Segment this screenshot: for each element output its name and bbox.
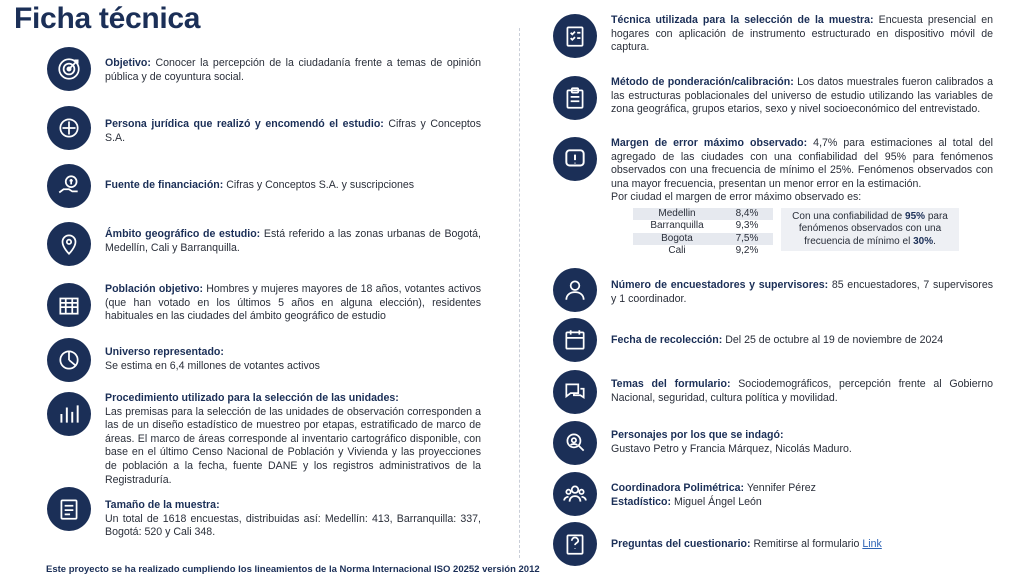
item-label: Técnica utilizada para la selección de la muestra: bbox=[611, 14, 874, 26]
item-text-secondary: Por ciudad el margen de error máximo observado es: bbox=[611, 191, 862, 204]
item-label: Tamaño de la muestra: bbox=[105, 499, 220, 511]
item-label: Temas del formulario: bbox=[611, 378, 731, 390]
checklist-icon bbox=[553, 14, 597, 58]
item-label: Número de encuestadores y supervisores: bbox=[611, 279, 829, 291]
item-text: 4,7% para estimaciones al total del agregado de las ciudades con una confiabilidad del 95% para fenómenos observados con una frecuencia de mínimo el 25%. Fenómenos observados con una mayor frecuencia, presentan un menor error en la estimación. bbox=[611, 137, 993, 190]
item-label: Margen de error máximo observado: bbox=[611, 137, 808, 149]
item-text: Un total de 1618 encuestas, distribuidas así: Medellín: 413, Barranquilla: 337, Bogotá: 520 y Cali 348. bbox=[105, 512, 481, 539]
item-personajes bbox=[553, 421, 993, 465]
item-text: Del 25 de octubre al 19 de noviembre de 2024 bbox=[725, 334, 944, 346]
item-tamano bbox=[47, 487, 481, 540]
item-label: Método de ponderación/calibración: bbox=[611, 76, 794, 88]
item-text: Cifras y Conceptos S.A. bbox=[105, 118, 481, 144]
form-link[interactable]: Link bbox=[862, 538, 882, 550]
item-procedimiento bbox=[47, 392, 481, 487]
company-logo-icon bbox=[47, 106, 91, 150]
report-icon bbox=[47, 487, 91, 531]
confidence-note: Con una confiabilidad de 95% para fenómenos observados con una frecuencia de mínimo el 30%. bbox=[781, 208, 959, 252]
map-pin-icon bbox=[47, 222, 91, 266]
item-label: Fuente de financiación: bbox=[105, 179, 224, 191]
item-text: Los datos muestrales fueron calibrados a las estructuras poblacionales del universo de estudio utilizando las variables de zona geográfica, grupos etarios, sexo y nivel socioeconómico del entrevistado. bbox=[611, 76, 993, 116]
item-ponderacion bbox=[553, 76, 993, 120]
chat-icon bbox=[553, 370, 597, 414]
calendar-icon bbox=[553, 318, 597, 362]
item-label-secondary: Estadístico: bbox=[611, 495, 672, 508]
item-label: Ámbito geográfico de estudio: bbox=[105, 228, 261, 240]
form-icon bbox=[553, 522, 597, 566]
item-label: Objetivo: bbox=[105, 57, 151, 69]
table-row: Bogota 7,5% bbox=[633, 233, 773, 246]
column-divider bbox=[519, 28, 520, 558]
item-text: 85 encuestadores, 7 supervisores y 1 coordinador. bbox=[611, 279, 994, 305]
item-label: Coordinadora Polimétrica: bbox=[611, 482, 745, 494]
item-poblacion bbox=[47, 283, 481, 327]
table-row: Medellin 8,4% bbox=[633, 208, 773, 221]
margin-error-table bbox=[633, 208, 993, 258]
item-ambito bbox=[47, 222, 481, 266]
item-label: Personajes por los que se indagó: bbox=[611, 429, 784, 441]
item-label: Procedimiento utilizado para la selección de las unidades: bbox=[105, 392, 399, 404]
item-text: Yennifer Pérez bbox=[746, 482, 816, 494]
item-fecha bbox=[553, 318, 993, 362]
item-text: Conocer la percepción de la ciudadanía frente a temas de opinión pública y de coyuntura social. bbox=[105, 57, 481, 83]
item-temas bbox=[553, 370, 993, 414]
item-tecnica bbox=[553, 14, 993, 58]
buildings-icon bbox=[47, 283, 91, 327]
page-title: Ficha técnica bbox=[14, 2, 201, 35]
item-text-secondary: Miguel Ángel León bbox=[674, 495, 762, 508]
table-row: Barranquilla 9,3% bbox=[650, 220, 759, 232]
item-text: Sociodemográficos, percepción frente al Gobierno Nacional, seguridad, cultura política y movilidad. bbox=[611, 378, 993, 404]
item-universo bbox=[47, 338, 481, 382]
item-label: Preguntas del cuestionario: bbox=[611, 538, 751, 550]
item-text: Cifras y Conceptos S.A. y suscripciones bbox=[226, 179, 415, 191]
item-text: Encuesta presencial en hogares con aplicación de instrumento estructurado en dispositivo móvil de captura. bbox=[611, 14, 993, 54]
item-label: Persona jurídica que realizó y encomendó el estudio: bbox=[105, 118, 384, 130]
item-text: Hombres y mujeres mayores de 18 años, votantes activos (que han votado en los últimos 5 años en alguna elección), residentes habituales en las ciudades del ámbito geográfico de estudio bbox=[105, 283, 481, 323]
item-coordinadora bbox=[553, 472, 993, 516]
item-objetivo bbox=[47, 47, 481, 91]
money-hand-icon bbox=[47, 164, 91, 208]
bar-chart-icon bbox=[47, 392, 91, 436]
item-text: Está referido a las zonas urbanas de Bogotá, Medellín, Cali y Barranquilla. bbox=[105, 228, 481, 254]
item-financiacion bbox=[47, 164, 481, 208]
magnifier-person-icon bbox=[553, 421, 597, 465]
pie-chart-icon bbox=[47, 338, 91, 382]
target-icon bbox=[47, 47, 91, 91]
clipboard-icon bbox=[553, 76, 597, 120]
alert-icon bbox=[553, 137, 597, 181]
item-text: Remitirse al formulario bbox=[750, 538, 863, 550]
table-row: Cali 9,2% bbox=[668, 245, 759, 257]
item-persona-juridica bbox=[47, 106, 481, 150]
item-text: Las premisas para la selección de las unidades de observación corresponden a las de un diseño estadístico de muestreo por etapas, estratificado de marco de áreas. El marco de áreas corresponde al inventario cartográfico disponible, con base en el último Censo Nacional de Población y Vivienda y las proyecciones de población a la fecha, fuente DANE y los registros administrativos de la Registraduría. bbox=[105, 405, 481, 486]
item-label: Fecha de recolección: bbox=[611, 334, 723, 346]
person-icon bbox=[553, 268, 597, 312]
item-encuestadores bbox=[553, 268, 993, 312]
item-label: Población objetivo: bbox=[105, 283, 203, 295]
footer-note: Este proyecto se ha realizado cumpliendo los lineamientos de la Norma Internacional ISO 20252 versión 2012 bbox=[46, 564, 540, 575]
team-icon bbox=[553, 472, 597, 516]
item-margen-error bbox=[553, 137, 993, 258]
item-label: Universo representado: bbox=[105, 346, 224, 358]
item-preguntas bbox=[553, 522, 993, 566]
item-text: Gustavo Petro y Francia Márquez, Nicolás Maduro. bbox=[611, 442, 852, 455]
item-text: Se estima en 6,4 millones de votantes activos bbox=[105, 359, 320, 372]
